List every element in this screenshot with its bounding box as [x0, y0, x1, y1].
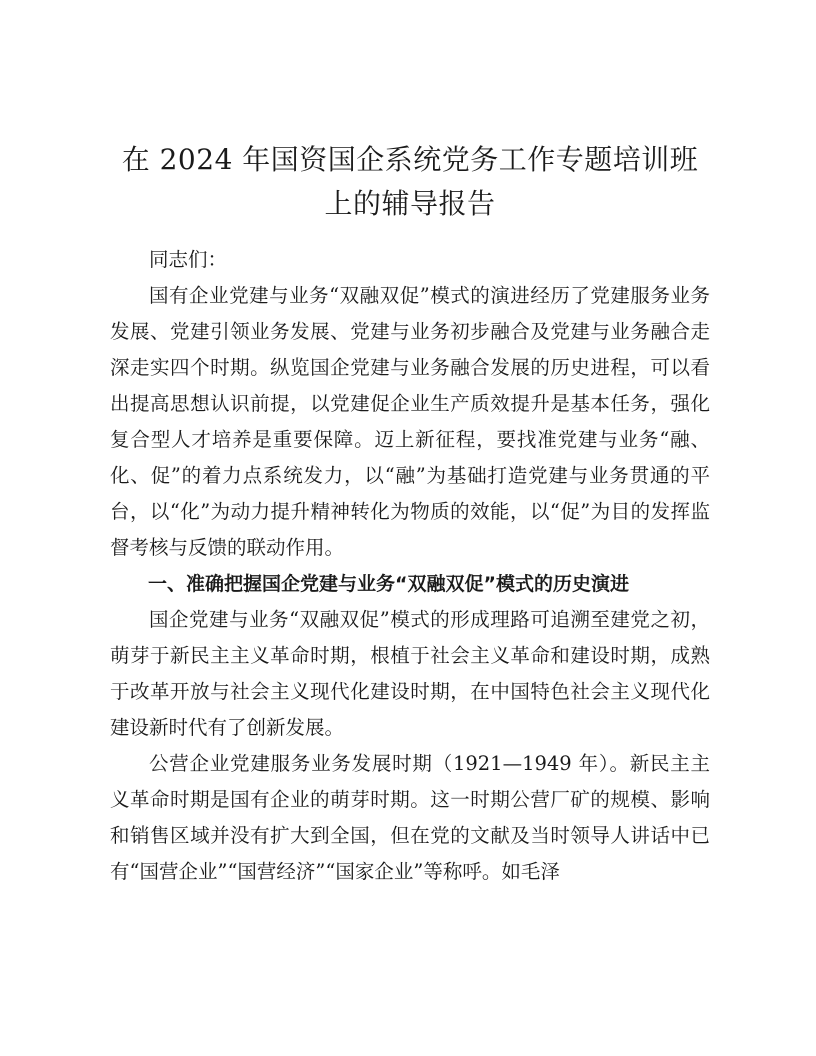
- title-line-1: 在 2024 年国资国企系统党务工作专题培训班: [121, 143, 699, 176]
- paragraph-origin: 国企党建与业务“双融双促”模式的形成理路可追溯至建党之初，萌芽于新民主主义革命时期，根植于社会主义革命和建设时期，成熟于改革开放与社会主义现代化建设时期，在中国特色社会主义现代化建设新时代有了创新发展。: [110, 608, 710, 739]
- salutation: 同志们：: [149, 248, 228, 271]
- section-heading-1: 一、准确把握国企党建与业务“双融双促”模式的历史演进: [148, 573, 629, 595]
- document-title: [110, 138, 710, 226]
- document-page: [110, 138, 710, 890]
- paragraph-intro: 国有企业党建与业务“双融双促”模式的演进经历了党建服务业务发展、党建引领业务发展、党建与业务初步融合及党建与业务融合走深走实四个时期。纵览国企党建与业务融合发展的历史进程，可以看出提高思想认识前提，以党建促企业生产质效提升是基本任务，强化复合型人才培养是重要保障。迈上新征程，要找准党建与业务“融、化、促”的着力点系统发力，以“融”为基础打造党建与业务贯通的平台，以“化”为动力提升精神转化为物质的效能，以“促”为目的发挥监督考核与反馈的联动作用。: [110, 284, 710, 559]
- title-line-2: 上的辅导报告: [324, 187, 496, 220]
- document-body: [110, 242, 710, 890]
- paragraph-period-1: 公营企业党建服务业务发展时期（1921—1949 年）。新民主主义革命时期是国有企业的萌芽时期。这一时期公营厂矿的规模、影响和销售区域并没有扩大到全国，但在党的文献及当时领导人讲话中已有“国营企业”“国营经济”“国家企业”等称呼。如毛泽: [110, 752, 710, 883]
